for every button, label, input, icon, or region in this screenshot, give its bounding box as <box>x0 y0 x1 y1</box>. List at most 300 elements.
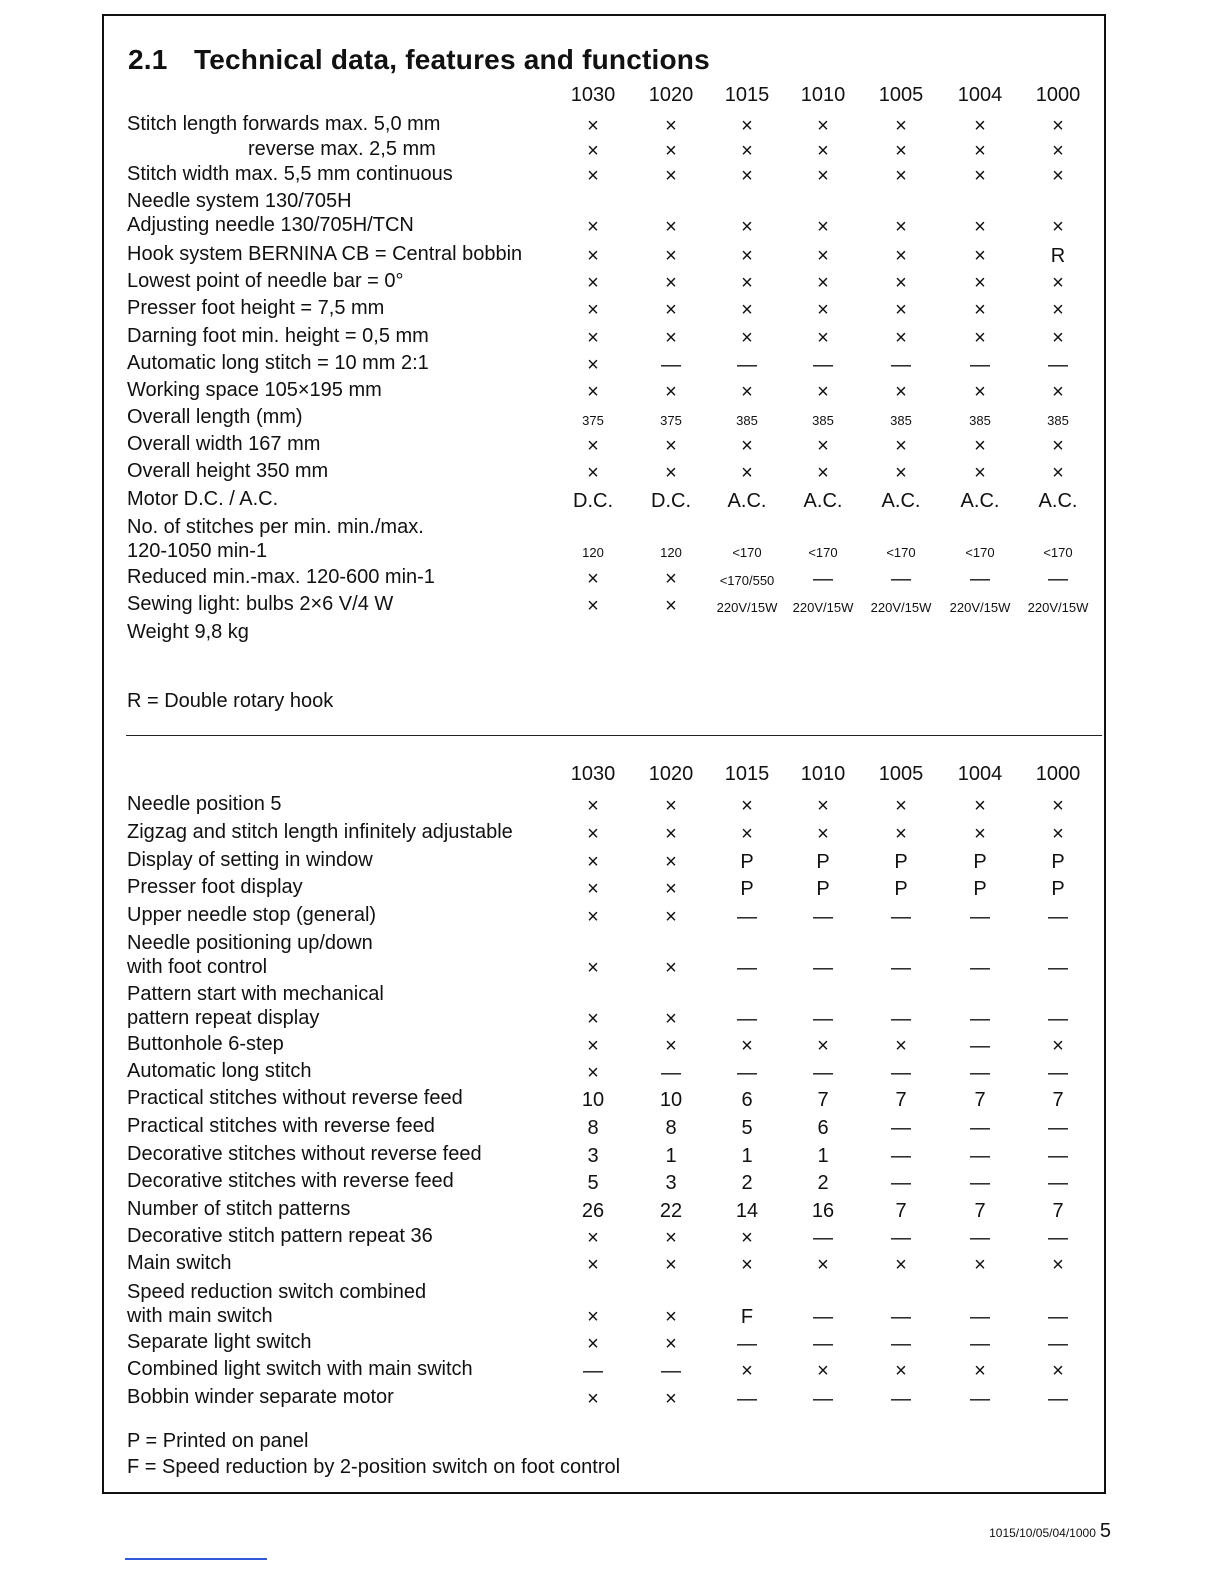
value-1020: × <box>665 595 677 617</box>
value-1005: × <box>895 245 907 267</box>
value-1010: × <box>817 1360 829 1382</box>
row-label: Speed reduction switch combined with main switch <box>127 1281 427 1327</box>
value-1015: 14 <box>735 1200 759 1222</box>
note-p: P = Printed on panel <box>127 1430 309 1452</box>
value-1020: × <box>665 462 677 484</box>
value-1015: 6 <box>741 1089 753 1111</box>
value-1004: 7 <box>974 1200 986 1222</box>
value-1030: × <box>587 1388 599 1410</box>
value-1030: × <box>587 1333 599 1355</box>
page-number: 5 <box>1099 1520 1111 1542</box>
value-1030: × <box>587 823 599 845</box>
table2-row <box>0 904 1224 932</box>
row-label: Number of stitch patterns <box>127 1198 351 1220</box>
value-1030: × <box>587 1227 599 1249</box>
value-1000: — <box>1048 957 1068 979</box>
table1-row <box>0 297 1224 325</box>
value-1005: — <box>891 568 911 590</box>
value-1010: — <box>813 957 833 979</box>
value-1020: × <box>665 245 677 267</box>
value-1004: — <box>970 568 990 590</box>
row-label: Hook system BERNINA CB = Central bobbin <box>127 243 523 265</box>
value-1010: × <box>817 165 829 187</box>
value-1015: × <box>741 115 753 137</box>
value-1004: × <box>974 140 986 162</box>
value-1004: — <box>970 957 990 979</box>
row-label: Decorative stitches with reverse feed <box>127 1170 454 1192</box>
value-1015: A.C. <box>727 490 767 512</box>
table1-row <box>0 163 1224 191</box>
value-1015: 1 <box>741 1145 753 1167</box>
value-1010: × <box>817 795 829 817</box>
value-1015: — <box>737 1008 757 1030</box>
model-header-1020: 1020 <box>648 763 694 785</box>
model-header-1000: 1000 <box>1035 84 1081 106</box>
value-1005: — <box>891 1062 911 1084</box>
value-1005: × <box>895 795 907 817</box>
row-label: Upper needle stop (general) <box>127 904 377 926</box>
table1-row <box>0 113 1224 141</box>
value-1005: × <box>895 299 907 321</box>
value-1004: × <box>974 115 986 137</box>
value-1030: × <box>587 1306 599 1328</box>
value-1004: — <box>970 1035 990 1057</box>
row-label: Automatic long stitch = 10 mm 2:1 <box>127 352 429 374</box>
value-1030: 26 <box>581 1200 605 1222</box>
value-1004: — <box>970 906 990 928</box>
table2-row <box>0 821 1224 849</box>
value-1005: — <box>891 1145 911 1167</box>
value-1030: × <box>587 1008 599 1030</box>
value-1020: — <box>661 354 681 376</box>
value-1004: × <box>974 462 986 484</box>
model-header-1015: 1015 <box>724 763 770 785</box>
section-heading: Technical data, features and functions <box>194 44 710 75</box>
row-label: Motor D.C. / A.C. <box>127 488 279 510</box>
row-label: Presser foot display <box>127 876 303 898</box>
row-label: Pattern start with mechanical pattern repeat display <box>127 983 384 1029</box>
table1-row <box>0 325 1224 353</box>
value-1005: × <box>895 272 907 294</box>
value-1030: 375 <box>582 413 604 428</box>
value-1000: — <box>1048 1227 1068 1249</box>
model-header-1005: 1005 <box>878 84 924 106</box>
value-1010: — <box>813 1227 833 1249</box>
table1-row <box>0 379 1224 407</box>
value-1000: × <box>1052 795 1064 817</box>
value-1004: 385 <box>969 413 991 428</box>
value-1000: × <box>1052 1254 1064 1276</box>
row-label: Weight 9,8 kg <box>127 621 249 643</box>
value-1004: — <box>970 1333 990 1355</box>
value-1015: — <box>737 906 757 928</box>
value-1015: × <box>741 272 753 294</box>
value-1005: × <box>895 216 907 238</box>
value-1004: × <box>974 327 986 349</box>
table1-row <box>0 270 1224 298</box>
table2-row <box>0 931 1224 979</box>
table1-row <box>0 138 1224 166</box>
row-label: Needle position 5 <box>127 793 282 815</box>
value-1000: 220V/15W <box>1027 600 1089 615</box>
table1-row <box>0 352 1224 380</box>
value-1020: × <box>665 906 677 928</box>
value-1004: — <box>970 1172 990 1194</box>
value-1004: — <box>970 1117 990 1139</box>
value-1015: × <box>741 795 753 817</box>
value-1000: <170 <box>1043 545 1073 560</box>
value-1010: — <box>813 1388 833 1410</box>
value-1005: — <box>891 1306 911 1328</box>
value-1004: — <box>970 1145 990 1167</box>
value-1005: P <box>894 878 908 900</box>
value-1004: × <box>974 245 986 267</box>
value-1010: × <box>817 462 829 484</box>
value-1015: × <box>741 435 753 457</box>
row-label: Overall length (mm) <box>127 406 303 428</box>
value-1004: 220V/15W <box>949 600 1011 615</box>
value-1000: — <box>1048 1333 1068 1355</box>
table2-row <box>0 1060 1224 1088</box>
value-1010: 220V/15W <box>792 600 854 615</box>
value-1005: — <box>891 957 911 979</box>
table2-row <box>0 1143 1224 1171</box>
value-1005: A.C. <box>881 490 921 512</box>
value-1000: — <box>1048 1145 1068 1167</box>
table1-row <box>0 433 1224 461</box>
value-1015: — <box>737 1062 757 1084</box>
value-1000: × <box>1052 272 1064 294</box>
table2-row <box>0 1033 1224 1061</box>
value-1005: — <box>891 906 911 928</box>
row-label: No. of stitches per min. min./max. 120-1050 min-1 <box>127 516 424 562</box>
row-label: Separate light switch <box>127 1331 312 1353</box>
value-1015: P <box>740 878 754 900</box>
table2-header-row <box>0 763 1224 791</box>
value-1000: R <box>1050 245 1066 267</box>
note-r: R = Double rotary hook <box>127 690 334 712</box>
value-1000: — <box>1048 568 1068 590</box>
table2-row <box>0 1198 1224 1226</box>
value-1010: — <box>813 1306 833 1328</box>
value-1010: × <box>817 327 829 349</box>
section-divider <box>126 735 1102 736</box>
value-1010: 1 <box>817 1145 829 1167</box>
value-1030: × <box>587 595 599 617</box>
value-1015: × <box>741 381 753 403</box>
value-1020: × <box>665 878 677 900</box>
value-1010: — <box>813 1062 833 1084</box>
table1-row <box>0 621 1224 649</box>
table1-row <box>0 515 1224 562</box>
value-1000: × <box>1052 381 1064 403</box>
row-label: Darning foot min. height = 0,5 mm <box>127 325 429 347</box>
value-1015: × <box>741 299 753 321</box>
value-1030: × <box>587 165 599 187</box>
value-1020: × <box>665 1008 677 1030</box>
value-1015: × <box>741 245 753 267</box>
note-f: F = Speed reduction by 2-position switch on foot control <box>127 1456 621 1478</box>
value-1000: × <box>1052 140 1064 162</box>
value-1030: × <box>587 327 599 349</box>
value-1020: × <box>665 568 677 590</box>
table1-row <box>0 214 1224 242</box>
value-1010: × <box>817 245 829 267</box>
value-1030: × <box>587 381 599 403</box>
value-1000: A.C. <box>1038 490 1078 512</box>
row-label: Overall height 350 mm <box>127 460 329 482</box>
value-1005: 7 <box>895 1200 907 1222</box>
value-1015: × <box>741 1227 753 1249</box>
value-1005: × <box>895 140 907 162</box>
value-1000: 385 <box>1047 413 1069 428</box>
value-1030: × <box>587 568 599 590</box>
value-1015: × <box>741 1035 753 1057</box>
value-1020: × <box>665 381 677 403</box>
value-1005: × <box>895 381 907 403</box>
row-label: Practical stitches without reverse feed <box>127 1087 463 1109</box>
value-1005: × <box>895 1360 907 1382</box>
value-1010: P <box>816 851 830 873</box>
value-1010: — <box>813 1333 833 1355</box>
value-1030: × <box>587 462 599 484</box>
value-1000: — <box>1048 1062 1068 1084</box>
row-label: Decorative stitches without reverse feed <box>127 1143 482 1165</box>
value-1015: × <box>741 823 753 845</box>
row-label: Automatic long stitch <box>127 1060 312 1082</box>
value-1000: × <box>1052 115 1064 137</box>
value-1004: × <box>974 381 986 403</box>
value-1030: × <box>587 354 599 376</box>
value-1015: 2 <box>741 1172 753 1194</box>
value-1000: P <box>1051 878 1065 900</box>
value-1030: × <box>587 140 599 162</box>
value-1010: 2 <box>817 1172 829 1194</box>
value-1015: 5 <box>741 1117 753 1139</box>
value-1020: × <box>665 165 677 187</box>
value-1005: P <box>894 851 908 873</box>
row-label: Overall width 167 mm <box>127 433 321 455</box>
value-1004: × <box>974 299 986 321</box>
value-1010: × <box>817 381 829 403</box>
value-1010: 16 <box>811 1200 835 1222</box>
model-header-1015: 1015 <box>724 84 770 106</box>
value-1010: × <box>817 216 829 238</box>
table2-row <box>0 1252 1224 1280</box>
value-1000: P <box>1051 851 1065 873</box>
value-1010: 7 <box>817 1089 829 1111</box>
row-label: reverse max. 2,5 mm <box>248 138 436 160</box>
value-1000: — <box>1048 1306 1068 1328</box>
value-1015: — <box>737 957 757 979</box>
value-1020: 375 <box>660 413 682 428</box>
value-1030: × <box>587 435 599 457</box>
table2-row <box>0 876 1224 904</box>
row-label: Zigzag and stitch length infinitely adjustable <box>127 821 513 843</box>
model-header-1004: 1004 <box>957 84 1003 106</box>
value-1004: × <box>974 1360 986 1382</box>
value-1015: — <box>737 354 757 376</box>
table1-row <box>0 566 1224 594</box>
value-1000: — <box>1048 1008 1068 1030</box>
value-1004: — <box>970 1306 990 1328</box>
value-1015: × <box>741 1360 753 1382</box>
value-1004: — <box>970 354 990 376</box>
value-1020: × <box>665 795 677 817</box>
value-1005: 385 <box>890 413 912 428</box>
value-1005: × <box>895 435 907 457</box>
table2-row <box>0 1331 1224 1359</box>
value-1030: × <box>587 957 599 979</box>
value-1005: — <box>891 1172 911 1194</box>
value-1030: — <box>583 1360 603 1382</box>
value-1030: 5 <box>587 1172 599 1194</box>
value-1015: × <box>741 216 753 238</box>
value-1004: × <box>974 216 986 238</box>
row-label: Needle system 130/705H <box>127 190 352 212</box>
value-1020: × <box>665 1254 677 1276</box>
value-1015: × <box>741 1254 753 1276</box>
row-label: Practical stitches with reverse feed <box>127 1115 435 1137</box>
value-1004: — <box>970 1062 990 1084</box>
model-header-1005: 1005 <box>878 763 924 785</box>
value-1015: <170 <box>732 545 762 560</box>
footer-model-code: 1015/10/05/04/1000 <box>989 1526 1096 1540</box>
value-1010: — <box>813 1008 833 1030</box>
table2-row <box>0 793 1224 821</box>
value-1020: D.C. <box>651 490 691 512</box>
value-1030: × <box>587 1062 599 1084</box>
value-1010: — <box>813 906 833 928</box>
value-1030: × <box>587 299 599 321</box>
value-1000: — <box>1048 1388 1068 1410</box>
row-label: Lowest point of needle bar = 0° <box>127 270 404 292</box>
value-1005: × <box>895 462 907 484</box>
value-1004: × <box>974 165 986 187</box>
model-header-1010: 1010 <box>800 84 846 106</box>
value-1020: 10 <box>659 1089 683 1111</box>
table1-row <box>0 460 1224 488</box>
value-1000: × <box>1052 823 1064 845</box>
table1-row <box>0 243 1224 271</box>
table2-row <box>0 1087 1224 1115</box>
value-1010: <170 <box>808 545 838 560</box>
value-1020: × <box>665 115 677 137</box>
value-1020: × <box>665 1333 677 1355</box>
value-1020: × <box>665 327 677 349</box>
value-1005: × <box>895 1254 907 1276</box>
value-1000: — <box>1048 354 1068 376</box>
value-1010: P <box>816 878 830 900</box>
value-1020: — <box>661 1360 681 1382</box>
value-1020: × <box>665 1035 677 1057</box>
table1-row <box>0 488 1224 516</box>
table1-row <box>0 406 1224 434</box>
row-label: Stitch length forwards max. 5,0 mm <box>127 113 441 135</box>
model-header-1020: 1020 <box>648 84 694 106</box>
value-1030: × <box>587 906 599 928</box>
value-1005: × <box>895 165 907 187</box>
value-1000: × <box>1052 165 1064 187</box>
value-1020: × <box>665 1227 677 1249</box>
value-1010: 385 <box>812 413 834 428</box>
value-1005: × <box>895 327 907 349</box>
table2-row <box>0 1280 1224 1328</box>
value-1020: × <box>665 1388 677 1410</box>
row-label: Main switch <box>127 1252 232 1274</box>
value-1030: D.C. <box>573 490 613 512</box>
row-label: Stitch width max. 5,5 mm continuous <box>127 163 453 185</box>
value-1010: × <box>817 1035 829 1057</box>
value-1030: × <box>587 1254 599 1276</box>
section-number: 2.1 <box>128 44 168 75</box>
value-1020: 8 <box>665 1117 677 1139</box>
value-1020: × <box>665 823 677 845</box>
table2-row <box>0 1386 1224 1414</box>
value-1005: — <box>891 354 911 376</box>
value-1004: — <box>970 1388 990 1410</box>
value-1005: — <box>891 1333 911 1355</box>
value-1030: × <box>587 245 599 267</box>
table1-row <box>0 593 1224 621</box>
value-1005: × <box>895 823 907 845</box>
value-1004: A.C. <box>960 490 1000 512</box>
value-1010: × <box>817 299 829 321</box>
page-footer <box>989 1520 1111 1543</box>
value-1015: × <box>741 140 753 162</box>
value-1010: × <box>817 115 829 137</box>
table2-row <box>0 1170 1224 1198</box>
value-1020: 1 <box>665 1145 677 1167</box>
value-1030: 3 <box>587 1145 599 1167</box>
value-1005: × <box>895 115 907 137</box>
row-label: Buttonhole 6-step <box>127 1033 284 1055</box>
value-1000: — <box>1048 906 1068 928</box>
value-1005: — <box>891 1388 911 1410</box>
value-1000: × <box>1052 435 1064 457</box>
value-1004: — <box>970 1008 990 1030</box>
table1-header-row <box>0 84 1224 112</box>
value-1010: 6 <box>817 1117 829 1139</box>
model-header-1030: 1030 <box>570 84 616 106</box>
value-1004: — <box>970 1227 990 1249</box>
value-1015: — <box>737 1388 757 1410</box>
row-label: Adjusting needle 130/705H/TCN <box>127 214 414 236</box>
value-1000: — <box>1048 1117 1068 1139</box>
value-1000: × <box>1052 1360 1064 1382</box>
value-1020: × <box>665 272 677 294</box>
value-1020: 120 <box>660 545 682 560</box>
value-1000: 7 <box>1052 1200 1064 1222</box>
value-1020: × <box>665 1306 677 1328</box>
value-1004: × <box>974 795 986 817</box>
value-1000: × <box>1052 299 1064 321</box>
table2-row <box>0 982 1224 1030</box>
value-1000: × <box>1052 1035 1064 1057</box>
value-1000: × <box>1052 462 1064 484</box>
value-1030: × <box>587 1035 599 1057</box>
value-1010: — <box>813 568 833 590</box>
model-header-1010: 1010 <box>800 763 846 785</box>
value-1005: — <box>891 1227 911 1249</box>
section-title <box>128 44 710 76</box>
value-1030: × <box>587 272 599 294</box>
value-1000: — <box>1048 1172 1068 1194</box>
value-1015: × <box>741 327 753 349</box>
value-1004: × <box>974 823 986 845</box>
row-label: Sewing light: bulbs 2×6 V/4 W <box>127 593 394 615</box>
value-1005: — <box>891 1117 911 1139</box>
